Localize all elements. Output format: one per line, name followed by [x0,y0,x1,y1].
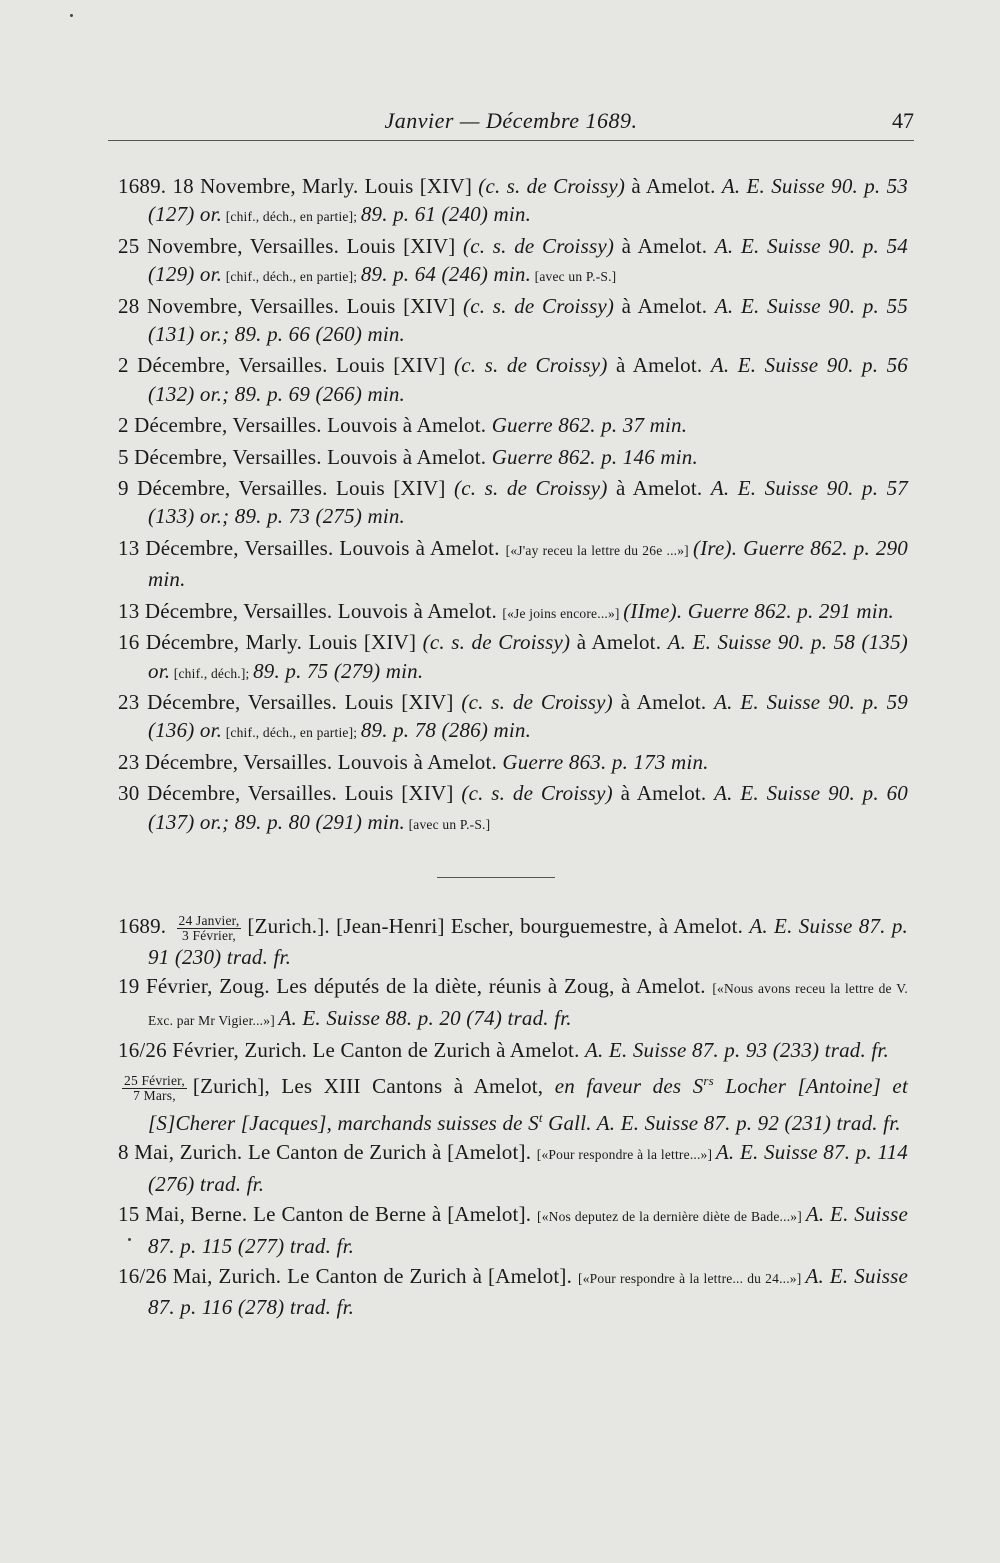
entry-reference: A. E. Suisse 88. p. 20 (74) trad. fr. [278,1006,572,1031]
entry [118,534,908,597]
entry-reference: (c. s. de Croissy) [461,689,613,714]
entry-reference: A. E. Suisse 90. p. 55 (131) or.; 89. p. 66 (260) min. [148,293,908,347]
entry-text: à Amelot. [625,174,722,198]
entry [118,1036,908,1066]
entry-description: en faveur des S [554,1073,704,1098]
entry-reference: (IIme). Guerre 862. p. 291 min. [623,598,894,623]
entry [118,1200,908,1262]
entry [118,779,908,839]
entry-reference: A. E. Suisse 90. p. 59 (136) or. [148,689,908,743]
entry-reference: A. E. Suisse 90. p. 57 (133) or.; 89. p. 73 (275) min. [148,476,909,529]
entry-text: 23 Décembre, Versailles. Louis [XIV] [118,689,462,714]
section-1689-letters [118,172,908,839]
entry-note: [avec un P.-S.] [531,269,617,285]
fraction-denominator: 3 Février, [181,927,236,943]
entry-reference: A. E. Suisse 87. p. 116 (278) trad. fr. [148,1263,909,1320]
entry [118,748,908,779]
entry-year: 1689. [118,914,173,938]
entry-reference: (Ire). Guerre 862. p. 290 min. [148,535,908,592]
entry [118,597,908,628]
entry-reference: (c. s. de Croissy) [478,174,626,198]
entry [118,688,908,748]
entry [118,1138,908,1200]
entry-reference: A. E. Suisse 90. p. 53 (127) or. [148,174,908,227]
entry-reference: A. E. Suisse 90. p. 54 (129) or. [148,233,908,287]
entry-reference: (c. s. de Croissy) [454,353,608,378]
page-header [108,104,914,141]
entry-text: 15 Mai, Berne. Le Canton de Berne à [Amelot]. [118,1201,537,1226]
entry [118,172,908,232]
entry-reference: (c. s. de Croissy) [422,630,571,655]
entry-text: à Amelot. [614,293,715,318]
entry-reference: A. E. Suisse 90. p. 58 (135) or. [148,630,908,683]
entry [118,972,908,1036]
entry-text: 16/26 Mai, Zurich. Le Canton de Zurich à [Amelot]. [118,1263,579,1288]
entry-incipit: [«Nos deputez de la dernière diète de Bade...»] [537,1208,806,1224]
entry [118,912,908,972]
entry [118,1262,908,1324]
entry [118,443,908,474]
entry-reference: A. E. Suisse 90. p. 56 (132) or.; 89. p. 69 (266) min. [148,353,909,406]
entry-reference: Gall. A. E. Suisse 87. p. 92 (231) trad. fr. [542,1110,901,1135]
entry-note: [«J'ay receu la lettre du 26e ...»] [505,542,693,558]
entry-reference: A. E. Suisse 87. p. 91 (230) trad. fr. [148,914,908,969]
date-fraction [177,914,242,943]
entry-reference: (c. s. de Croissy) [461,781,613,806]
fraction-numerator: 24 Janvier, [178,912,240,928]
entry-note: [chif., déch.]; [170,665,254,681]
entry-text: 5 Décembre, Versailles. Louvois à Amelot. [118,444,492,469]
entry-text: 1689. 18 Novembre, Marly. Louis [XIV] [118,174,479,198]
entry-incipit: [«Pour respondre à la lettre...»] [536,1147,716,1163]
paper-speck [128,1238,131,1241]
entry-text: à Amelot. [612,689,715,714]
entry [118,1066,908,1138]
entry-reference: A. E. Suisse 87. p. 114 (276) trad. fr. [148,1140,908,1197]
entry-text: 30 Décembre, Versailles. Louis [XIV] [118,781,462,806]
entry-text: 28 Novembre, Versailles. Louis [XIV] [118,293,463,318]
entry-text: 19 Février, Zoug. Les députés de la diète, réunis à Zoug, à Amelot. [118,974,713,999]
entry [118,292,908,352]
entry-reference: Guerre 863. p. 173 min. [502,749,709,774]
entry-text: à Amelot. [614,233,715,258]
entry-text: à Amelot. [607,476,711,501]
entry-text: 2 Décembre, Versailles. Louis [XIV] [118,353,455,378]
entry-note: [chif., déch., en partie]; [222,209,361,225]
entry-text: [Zurich], Les XIII Cantons à Amelot, [192,1073,555,1098]
entry-text: à Amelot. [607,353,711,378]
entry-text: 25 Novembre, Versailles. Louis [XIV] [118,233,463,258]
entry [118,351,908,411]
entry-reference: A. E. Suisse 87. p. 93 (233) trad. fr. [584,1038,889,1063]
entry [118,628,908,688]
entry-text: 9 Décembre, Versailles. Louis [XIV] [118,476,455,501]
entry-reference: (c. s. de Croissy) [463,293,615,318]
date-fraction [122,1074,187,1103]
entry-text: 16 Décembre, Marly. Louis [XIV] [118,630,423,655]
entry-reference: (c. s. de Croissy) [454,476,608,501]
entry-text: 8 Mai, Zurich. Le Canton de Zurich à [Amelot]. [118,1140,537,1165]
entry-text: [Zurich.]. [Jean-Henri] Escher, bourguemestre, à Amelot. [247,914,750,938]
fraction-denominator: 7 Mars, [133,1087,176,1103]
entry-reference: Guerre 862. p. 146 min. [491,444,698,469]
entry-reference: 89. p. 61 (240) min. [360,202,532,227]
entry-note: [«Je joins encore...»] [502,605,624,621]
page-number: 47 [892,108,914,133]
section-swiss-letters [118,912,908,1323]
entry-incipit: [«Pour respondre à la lettre... du 24...»] [578,1270,806,1286]
entry-reference: 89. p. 64 (246) min. [360,262,532,287]
entry-reference: A. E. Suisse 90. p. 60 (137) or.; 89. p. 80 (291) min. [148,781,908,834]
entry [118,411,908,442]
entry-note: [avec un P.-S.] [405,816,491,832]
entry-reference: 89. p. 78 (286) min. [360,718,532,743]
entry-text: 13 Décembre, Versailles. Louvois à Amelot. [118,535,506,560]
superscript: t [538,1109,543,1125]
entry-note: [chif., déch., en partie]; [222,725,361,741]
fraction-numerator: 25 Février, [124,1072,185,1088]
entry [118,474,908,534]
entry-text: à Amelot. [612,781,715,806]
entry-reference: (c. s. de Croissy) [463,233,615,258]
entry-incipit: [«Nous avons receu la lettre de V. Exc. par Mr Vigier...»] [148,981,908,1029]
superscript: rs [703,1072,714,1088]
entry-text: 23 Décembre, Versailles. Louvois à Amelot. [118,749,503,774]
entry-reference: 89. p. 75 (279) min. [253,658,424,683]
entry-reference: Guerre 862. p. 37 min. [491,413,688,438]
running-title: Janvier — Décembre 1689. [384,108,638,133]
entry-text: 13 Décembre, Versailles. Louvois à Amelot. [118,598,503,623]
entry-text: à Amelot. [570,630,668,655]
section-divider [437,877,555,878]
entry-text: 16/26 Février, Zurich. Le Canton de Zurich à Amelot. [118,1038,585,1063]
entry-note: [chif., déch., en partie]; [222,269,361,285]
entry-description: Locher [Antoine] et [S]Cherer [Jacques], marchands suisses de S [148,1073,908,1135]
entry-reference: A. E. Suisse 87. p. 115 (277) trad. fr. [148,1201,908,1258]
entry [118,232,908,292]
paper-speck [70,14,73,17]
entry-text: 2 Décembre, Versailles. Louvois à Amelot. [118,413,492,438]
